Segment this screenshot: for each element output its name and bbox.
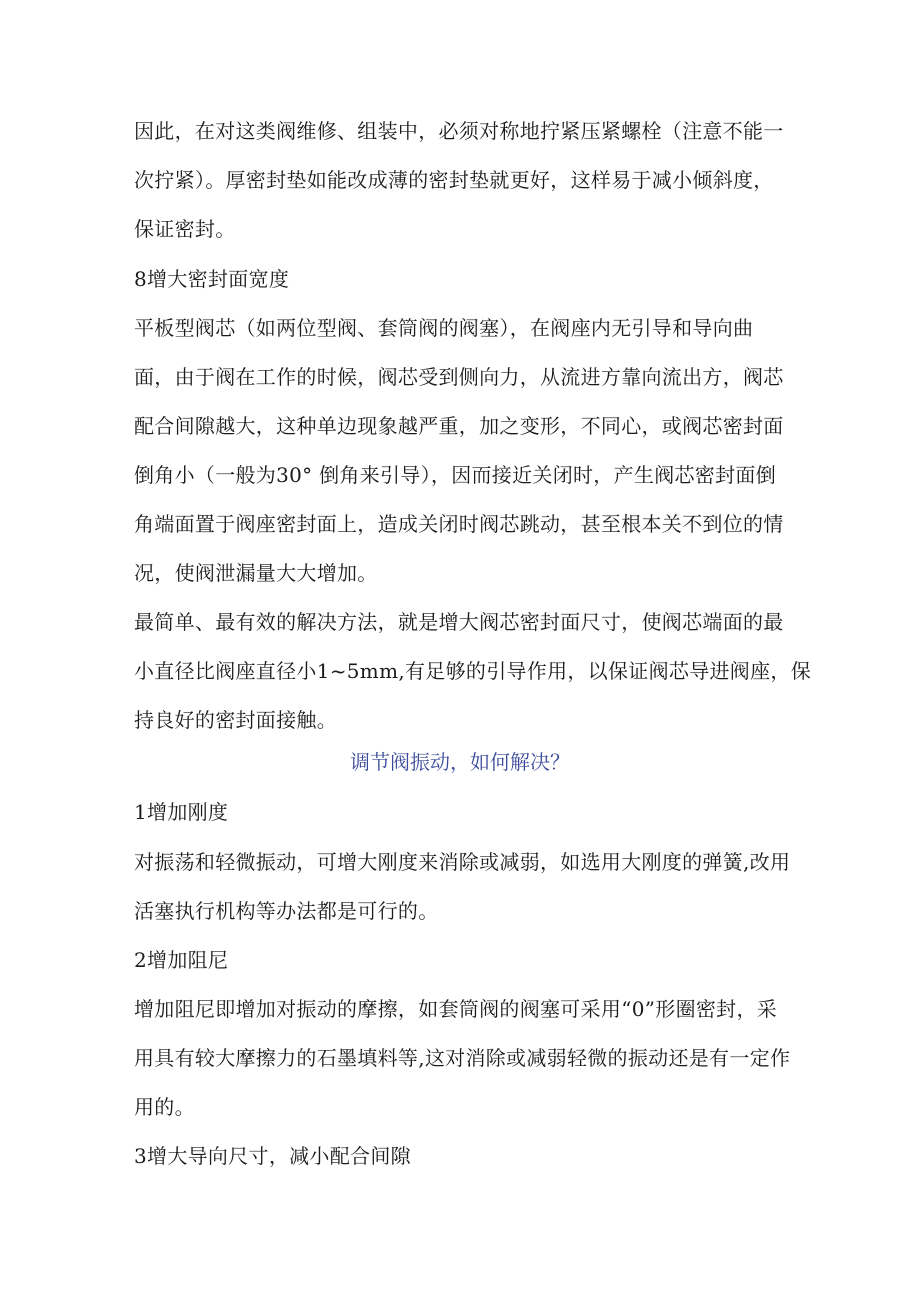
paragraph-line: 角端面置于阀座密封面上，造成关闭时阀芯跳动，甚至根本关不到位的情: [134, 512, 784, 536]
paragraph-line: 况，使阀泄漏量大大增加。: [134, 561, 378, 585]
paragraph-line: 次拧紧）。厚密封垫如能改成薄的密封垫就更好，这样易于减小倾斜度，: [134, 168, 774, 192]
paragraph-line: 用具有较大摩擦力的石墨填料等,这对消除或减弱轻微的振动还是有一定作: [134, 1046, 791, 1070]
section-heading: 3增大导向尺寸，减小配合间隙: [134, 1144, 411, 1168]
section-heading: 8增大密封面宽度: [134, 267, 290, 291]
paragraph-line: 因此，在对这类阀维修、组装中，必须对称地拧紧压紧螺栓（注意不能一: [134, 119, 784, 143]
paragraph-line: 对振荡和轻微振动，可增大刚度来消除或减弱，如选用大刚度的弹簧,改用: [134, 850, 791, 874]
paragraph-line: 面，由于阀在工作的时候，阀芯受到侧向力，从流进方靠向流出方，阀芯: [134, 365, 784, 389]
paragraph-line: 增加阻尼即增加对振动的摩擦，如套筒阀的阀塞可采用“0”形圈密封，采: [134, 997, 778, 1021]
centered-title: 调节阀振动，如何解决？: [350, 750, 570, 774]
paragraph-line: 活塞执行机构等办法都是可行的。: [134, 899, 439, 923]
paragraph-line: 持良好的密封面接触。: [134, 708, 337, 732]
paragraph-line: 倒角小（一般为30° 倒角来引导），因而接近关闭时，产生阀芯密封面倒: [134, 463, 777, 487]
paragraph-line: 保证密封。: [134, 217, 236, 241]
section-heading: 1增加刚度: [134, 800, 229, 824]
paragraph-line: 用的。: [134, 1095, 195, 1119]
paragraph-line: 配合间隙越大，这种单边现象越严重，加之变形，不同心，或阀芯密封面: [134, 414, 784, 438]
paragraph-line: 平板型阀芯（如两位型阀、套筒阀的阀塞），在阀座内无引导和导向曲: [134, 316, 754, 340]
paragraph-line: 小直径比阀座直径小1~5mm,有足够的引导作用，以保证阀芯导进阀座，保: [134, 659, 811, 683]
paragraph-line: 最简单、最有效的解决方法，就是增大阀芯密封面尺寸，使阀芯端面的最: [134, 610, 784, 634]
section-heading: 2增加阻尼: [134, 948, 229, 972]
